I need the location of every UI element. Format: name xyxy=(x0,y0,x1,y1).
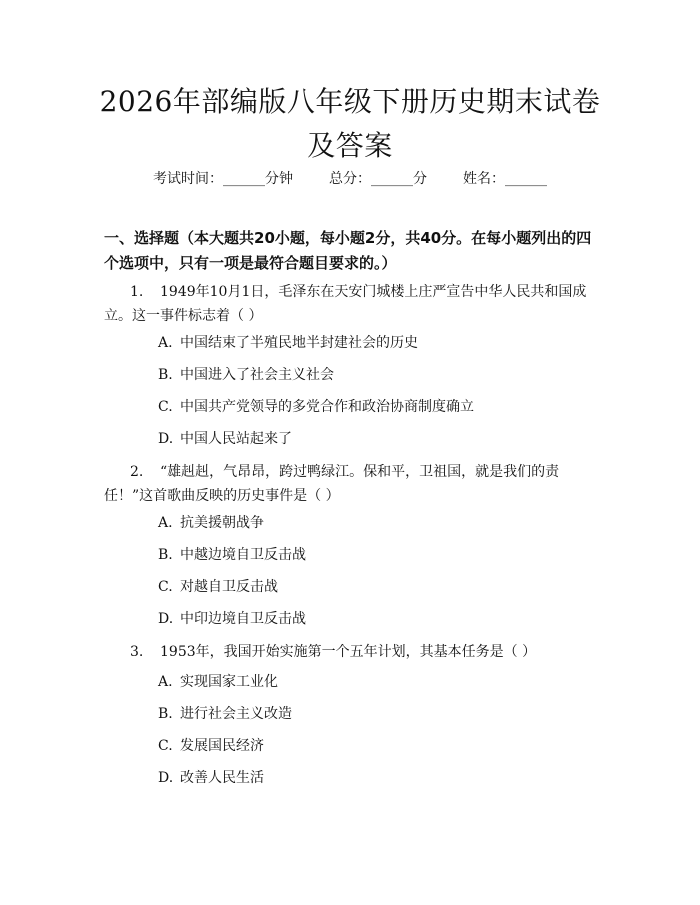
option-text: 抗美援朝战争 xyxy=(180,515,264,531)
section-heading: 一、选择题（本大题共20小题，每小题2分，共40分。在每小题列出的四个选项中，只有一项是最符合题目要求的。） xyxy=(104,229,592,272)
option-letter: D. xyxy=(158,611,174,627)
option-text: 中印边境自卫反击战 xyxy=(180,611,306,627)
option-letter: B. xyxy=(158,547,173,563)
option-letter: A. xyxy=(158,674,173,690)
question-3-option-a xyxy=(158,672,598,692)
option-letter: D. xyxy=(158,770,174,786)
option-text: 中越边境自卫反击战 xyxy=(180,547,306,563)
option-letter: C. xyxy=(158,738,173,754)
question-2-option-d xyxy=(158,609,598,629)
option-text: 中国共产党领导的多党合作和政治协商制度确立 xyxy=(180,399,474,415)
exam-time-field: 考试时间：______分钟 xyxy=(153,171,293,187)
option-text: 中国结束了半殖民地半封建社会的历史 xyxy=(180,335,418,351)
student-name-field: 姓名：______ xyxy=(463,171,547,187)
option-text: 发展国民经济 xyxy=(180,738,264,754)
question-3-option-d xyxy=(158,768,598,788)
question-1-option-b xyxy=(158,365,598,385)
question-text: 1949年10月1日，毛泽东在天安门城楼上庄严宣告中华人民共和国成立。这一事件标志着（ ） xyxy=(104,284,587,324)
option-text: 中国进入了社会主义社会 xyxy=(180,367,334,383)
question-3-stem xyxy=(104,640,594,664)
question-2-option-a xyxy=(158,513,598,533)
question-1-option-a xyxy=(158,333,598,353)
exam-info-line xyxy=(0,169,700,189)
option-text: 实现国家工业化 xyxy=(180,674,278,690)
question-1-option-c xyxy=(158,397,598,417)
option-letter: C. xyxy=(158,399,173,415)
option-letter: A. xyxy=(158,335,173,351)
option-letter: B. xyxy=(158,367,173,383)
question-1-option-d xyxy=(158,429,598,449)
question-1-stem xyxy=(104,280,594,328)
option-letter: D. xyxy=(158,431,174,447)
total-score-field: 总分：______分 xyxy=(329,171,427,187)
option-text: 对越自卫反击战 xyxy=(180,579,278,595)
question-text: “雄赳赳，气昂昂，跨过鸭绿江。保和平，卫祖国，就是我们的责任！”这首歌曲反映的历史事件是（ ） xyxy=(104,464,560,504)
question-number: 1. xyxy=(130,284,144,300)
question-number: 3. xyxy=(130,644,144,660)
question-2-option-b xyxy=(158,545,598,565)
document-title: 2026年部编版八年级下册历史期末试卷及答案 xyxy=(99,85,601,162)
question-3-option-c xyxy=(158,736,598,756)
question-2-option-c xyxy=(158,577,598,597)
question-text: 1953年，我国开始实施第一个五年计划，其基本任务是（ ） xyxy=(160,644,537,660)
question-number: 2. xyxy=(130,464,144,480)
option-letter: C. xyxy=(158,579,173,595)
option-letter: B. xyxy=(158,706,173,722)
option-text: 进行社会主义改造 xyxy=(180,706,292,722)
question-3-option-b xyxy=(158,704,598,724)
option-text: 中国人民站起来了 xyxy=(180,431,292,447)
option-text: 改善人民生活 xyxy=(180,770,264,786)
option-letter: A. xyxy=(158,515,173,531)
question-2-stem xyxy=(104,460,594,508)
